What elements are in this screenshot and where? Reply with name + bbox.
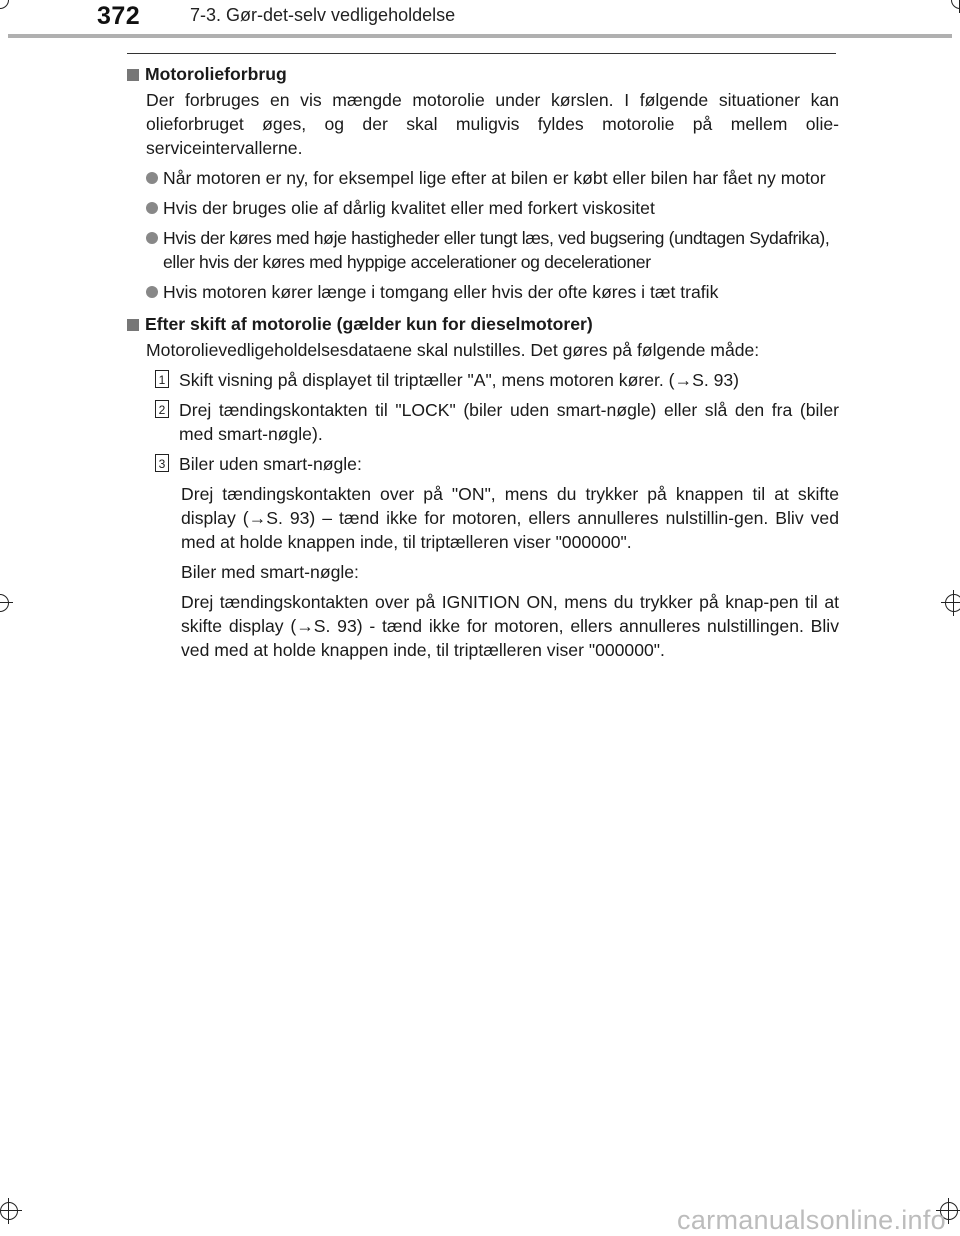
heading-text: Motorolieforbrug — [145, 64, 287, 84]
section-title: 7-3. Gør-det-selv vedligeholdelse — [190, 5, 456, 25]
paragraph: Motorolievedligeholdelsesdataene skal nulstilles. Det gøres på følgende måde: — [146, 340, 760, 360]
watermark: carmanualsonline.info — [677, 1205, 946, 1235]
round-bullet-icon — [146, 202, 158, 214]
step-item — [155, 452, 839, 476]
square-bullet-icon — [127, 319, 139, 331]
list-item — [146, 196, 839, 220]
step-subparagraph: Drej tændingskontakten over på "ON", mens du trykker på knappen til at skifte display (→S. 93) – tænd ikke for motoren, ellers annulleres nulstillin-gen. Bliv ved med at holde knappen inde, til triptælleren viser "000000". — [181, 484, 839, 552]
step-item — [155, 368, 839, 392]
round-bullet-icon — [146, 172, 158, 184]
page-content — [127, 62, 839, 662]
paragraph: Der forbruges en vis mængde motorolie under kørslen. I følgende situationer kan olieforbruget øges, og der skal muligvis fyldes motorolie på mellem olie-serviceintervallerne. — [146, 90, 839, 158]
content-rule — [127, 53, 836, 54]
step-item — [155, 398, 839, 446]
step-text: Drej tændingskontakten til "LOCK" (biler uden smart-nøgle) eller slå den fra (biler med smart-nøgle). — [179, 400, 839, 444]
round-bullet-icon — [146, 286, 158, 298]
list-item-text: Hvis motoren kører længe i tomgang eller hvis der ofte køres i tæt trafik — [163, 282, 719, 302]
step-subparagraph: Biler med smart-nøgle: — [181, 562, 359, 582]
header-rule — [8, 34, 952, 38]
list-item-text: Hvis der køres med høje hastigheder eller tungt læs, ved bugsering (undtagen Sydafrika), eller hvis der køres med hyppige accelerationer og decelerationer — [163, 228, 830, 272]
step-text: Skift visning på displayet til triptæller "A", mens motoren kører. (→S. 93) — [179, 370, 740, 390]
page-number: 372 — [97, 2, 141, 30]
registration-mark-icon — [0, 1198, 22, 1224]
section-heading-oil-consumption — [127, 62, 839, 86]
step-number-badge: 1 — [155, 370, 169, 388]
round-bullet-icon — [146, 232, 158, 244]
square-bullet-icon — [127, 69, 139, 81]
list-item — [146, 166, 839, 190]
registration-mark-icon — [0, 590, 13, 616]
section-heading-oil-change — [127, 312, 839, 336]
registration-mark-icon — [947, 0, 960, 13]
step-number-badge: 2 — [155, 400, 169, 418]
list-item — [146, 226, 839, 274]
step-text: Biler uden smart-nøgle: — [179, 454, 362, 474]
step-number-badge: 3 — [155, 454, 169, 472]
list-item-text: Når motoren er ny, for eksempel lige efter at bilen er købt eller bilen har fået ny motor — [163, 168, 826, 188]
step-subparagraph: Drej tændingskontakten over på IGNITION ON, mens du trykker på knap-pen til at skifte display (→S. 93) - tænd ikke for motoren, ellers annulleres nulstillingen. Bliv ved med at holde knappen inde, til triptælleren viser "000000". — [181, 592, 839, 660]
registration-mark-icon — [0, 0, 13, 13]
list-item-text: Hvis der bruges olie af dårlig kvalitet eller med forkert viskositet — [163, 198, 655, 218]
heading-text: Efter skift af motorolie (gælder kun for dieselmotorer) — [145, 314, 593, 334]
registration-mark-icon — [941, 590, 960, 616]
list-item — [146, 280, 839, 304]
